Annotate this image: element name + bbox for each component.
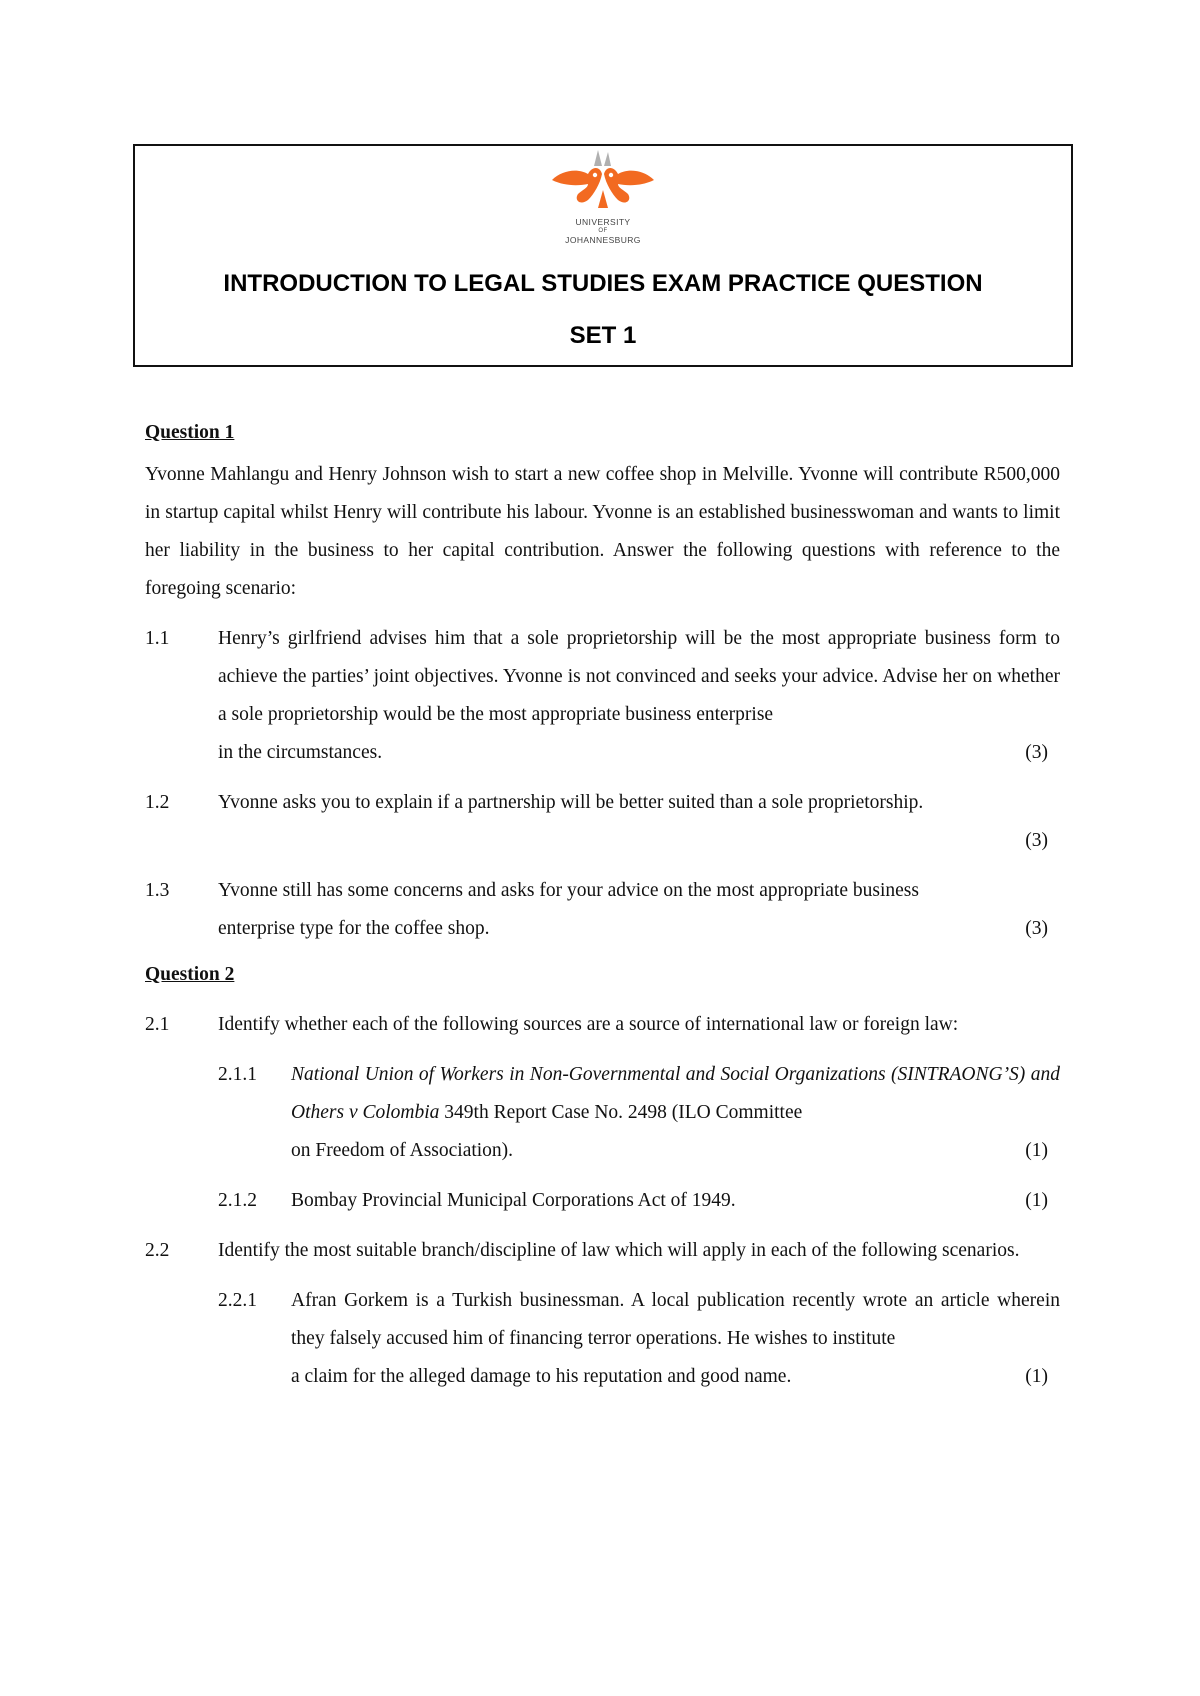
item-number: 1.1 (145, 628, 170, 649)
item-text-last-line: on Freedom of Association). (291, 1140, 514, 1161)
item-text-last-line: Bombay Provincial Municipal Corporations Act of 1949. (291, 1190, 736, 1211)
document-title: INTRODUCTION TO LEGAL STUDIES EXAM PRACTICE QUESTION (223, 270, 983, 297)
item-text: Yvonne asks you to explain if a partnership will be better suited than a sole proprietorship. (218, 792, 924, 813)
question-1-scenario: Yvonne Mahlangu and Henry Johnson wish to start a new coffee shop in Melville. Yvonne will contribute R500,000 in startup capital whilst Henry will contribute his labour. Yvonne is an established businesswoman and wants to limit her liability in the business to her capital contribution. Answer the following questions with reference to the foregoing scenario: (145, 464, 1060, 599)
item-number: 1.3 (145, 880, 170, 901)
item-number: 2.2.1 (218, 1290, 257, 1311)
item-number: 1.2 (145, 792, 170, 813)
item-number: 2.1.2 (218, 1190, 257, 1211)
question-2-1 (145, 1006, 1060, 1044)
item-mark: (1) (1025, 1366, 1048, 1387)
document-title-set: SET 1 (569, 322, 637, 349)
item-text-last-line: in the circumstances. (218, 742, 383, 763)
question-2-heading: Question 2 (145, 964, 235, 985)
logo-text-of: OF (598, 228, 608, 234)
item-mark: (3) (1025, 830, 1048, 851)
case-name: National Union of Workers in Non-Governmental and Social Organizations (SINTRAONG’S) and Others v Colombia (291, 1064, 1060, 1123)
item-mark: (1) (1025, 1190, 1048, 1211)
logo-emblem-icon (548, 150, 658, 216)
question-1-3 (145, 872, 1060, 948)
question-2-1-1 (218, 1056, 1060, 1170)
item-mark: (3) (1025, 918, 1048, 939)
item-number: 2.1 (145, 1014, 170, 1035)
question-1-2 (145, 784, 1060, 860)
item-text: Identify whether each of the following sources are a source of international law or foreign law: (218, 1014, 959, 1035)
item-text: Identify the most suitable branch/discipline of law which will apply in each of the following scenarios. (218, 1240, 1020, 1261)
item-number: 2.1.1 (218, 1064, 257, 1085)
item-mark: (3) (1025, 742, 1048, 763)
question-2-2 (145, 1232, 1060, 1270)
question-2-2-1 (218, 1282, 1060, 1396)
item-text: Afran Gorkem is a Turkish businessman. A local publication recently wrote an article wherein they falsely accused him of financing terror operations. He wishes to institute (291, 1290, 1060, 1349)
document-content (145, 414, 1060, 1396)
university-logo (548, 150, 658, 250)
item-text: Yvonne still has some concerns and asks for your advice on the most appropriate business (218, 880, 919, 901)
logo-text-johannesburg: JOHANNESBURG (565, 235, 641, 245)
item-number: 2.2 (145, 1240, 170, 1261)
logo-text-university: UNIVERSITY (575, 217, 631, 227)
question-1-heading: Question 1 (145, 422, 235, 443)
item-text-last-line: a claim for the alleged damage to his reputation and good name. (291, 1366, 792, 1387)
item-text: Henry’s girlfriend advises him that a sole proprietorship will be the most appropriate business form to achieve the parties’ joint objectives. Yvonne is not convinced and seeks your advice. Advise her on whether a sole proprietorship would be the most appropriate business enterprise (218, 628, 1060, 725)
question-2-1-2 (218, 1182, 1060, 1220)
question-1-1 (145, 620, 1060, 772)
case-citation: 349th Report Case No. 2498 (ILO Committee (439, 1102, 803, 1123)
item-text-last-line: enterprise type for the coffee shop. (218, 918, 490, 939)
item-mark: (1) (1025, 1140, 1048, 1161)
